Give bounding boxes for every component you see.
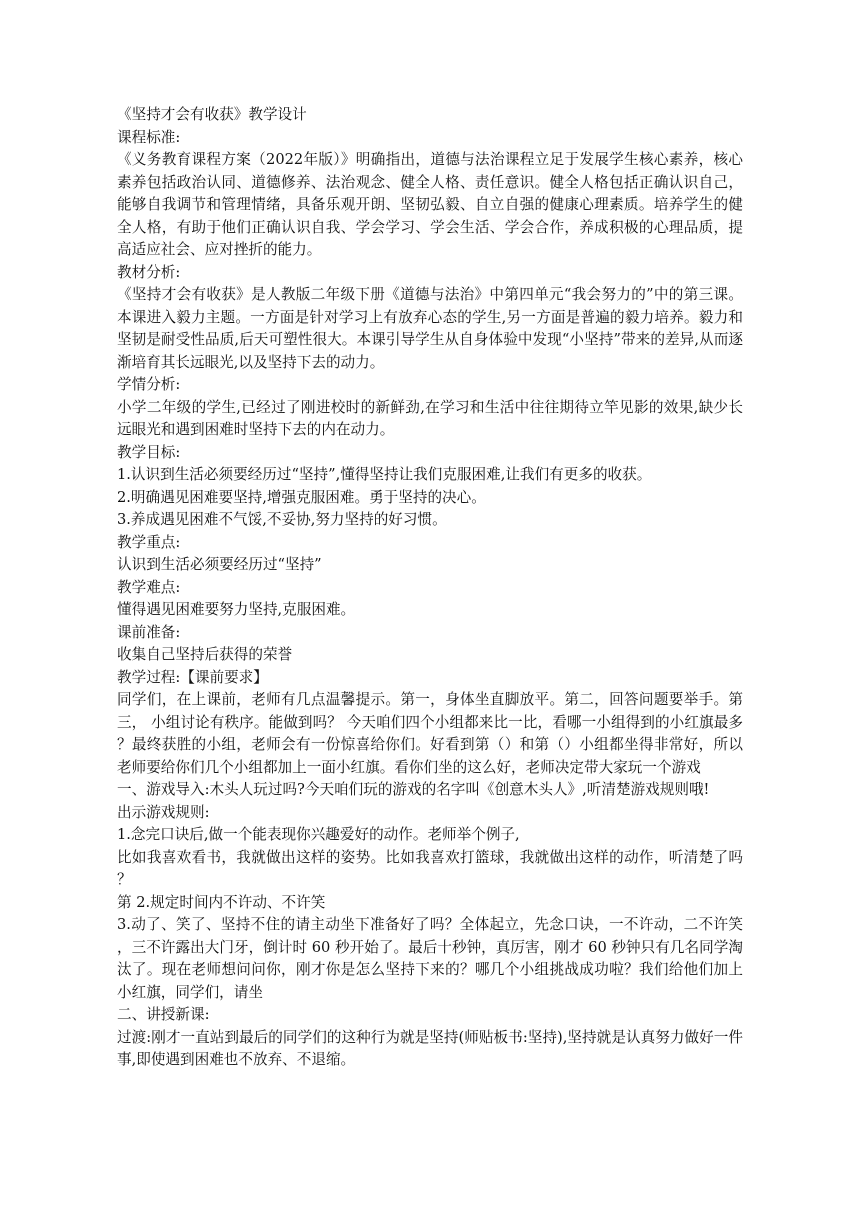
goal-item: 2.明确遇见困难要坚持,增强克服困难。勇于坚持的决心。 (117, 488, 486, 506)
paragraph: 出示游戏规则: (117, 803, 210, 821)
paragraph: 过渡:刚才一直站到最后的同学们的这种行为就是坚持(师贴板书:坚持),坚持就是认真努力做好一件事,即使遇到困难也不放弃、不退缩。 (117, 1028, 743, 1068)
section-heading: 教学重点: (117, 533, 181, 551)
document-title: 《坚持才会有收获》教学设计 (117, 106, 307, 123)
paragraph: 同学们，在上课前，老师有几点温馨提示。第一，身体坐直脚放平。第二，回答问题要举手。第三， 小组讨论有秩序。能做到吗？ 今天咱们四个小组都来比一比，看哪一小组得到的小红旗最多？最终获胜的小组，老师会有一份惊喜给你们。好看到第（）和第（）小组都坐得非常好，所以老师要给你们几个小组都加上一面小红旗。看你们坐的这么好，老师决定带大家玩一个游戏 (117, 691, 743, 776)
goal-item: 1.认识到生活必须要经历过“坚持”,懂得坚持让我们克服困难,让我们有更多的收获。 (117, 466, 652, 483)
rule-item: 1.念完口诀后,做一个能表现你兴趣爱好的动作。老师举个例子, (117, 826, 520, 843)
section-heading: 课程标准: (117, 128, 181, 146)
paragraph: 比如我喜欢看书，我就做出这样的姿势。比如我喜欢打篮球，我就做出这样的动作，听清楚了吗？ (117, 848, 743, 888)
paragraph: 二、讲授新课: (117, 1006, 210, 1023)
section-heading: 教学目标: (117, 443, 181, 461)
paragraph: 懂得遇见困难要努力坚持,克服困难。 (117, 601, 356, 618)
rule-item: 3.动了、笑了、坚持不住的请主动坐下准备好了吗？全体起立，先念口诀，一不许动，二不许笑，三不许露出大门牙，倒计时 60 秒开始了。最后十秒钟，真厉害，刚才 60 秒钟只有几名同学淘汰了。现在老师想问问你，刚才你是怎么坚持下来的？哪几个小组挑战成功啦？我们给他们加上小红旗，同学们，请坐 (117, 916, 743, 1001)
section-heading: 教学过程:【课前要求】 (117, 668, 268, 686)
section-heading: 教学难点: (117, 578, 181, 596)
section-heading: 课前准备: (117, 623, 181, 641)
section-heading: 教材分析: (117, 263, 181, 281)
rule-item: 第 2.规定时间内不许动、不许笑 (117, 893, 326, 911)
goal-item: 3.养成遇见困难不气馁,不妥协,努力坚持的好习惯。 (117, 511, 447, 528)
paragraph: 《坚持才会有收获》是人教版二年级下册《道德与法治》中第四单元“我会努力的”中的第三课。本课进入毅力主题。一方面是针对学习上有放弃心态的学生,另一方面是普遍的毅力培养。毅力和坚韧是耐受性品质,后天可塑性很大。本课引导学生从自身体验中发现“小坚持”带来的差异,从而逐渐培育其长远眼光,以及坚持下去的动力。 (117, 286, 743, 371)
paragraph: 一、游戏导入:木头人玩过吗?今天咱们玩的游戏的名字叫《创意木头人》,听清楚游戏规则哦! (117, 781, 710, 798)
paragraph: 收集自己坚持后获得的荣誉 (117, 646, 293, 663)
section-heading: 学情分析: (117, 376, 181, 393)
paragraph: 小学二年级的学生,已经过了刚进校时的新鲜劲,在学习和生活中往往期待立竿见影的效果,缺少长远眼光和遇到困难时坚持下去的内在动力。 (117, 398, 743, 438)
paragraph: 认识到生活必须要经历过“坚持” (117, 556, 322, 573)
paragraph: 《义务教育课程方案（2022年版）》明确指出，道德与法治课程立足于发展学生核心素养，核心素养包括政治认同、道德修养、法治观念、健全人格、责任意识。健全人格包括正确认识自己，能够自我调节和管理情绪，具备乐观开朗、坚韧弘毅、自立自强的健康心理素质。培养学生的健全人格，有助于他们正确认识自我、学会学习、学会生活、学会合作，养成积极的心理品质，提高适应社会、应对挫折的能力。 (117, 151, 743, 258)
document-page (117, 104, 743, 1072)
